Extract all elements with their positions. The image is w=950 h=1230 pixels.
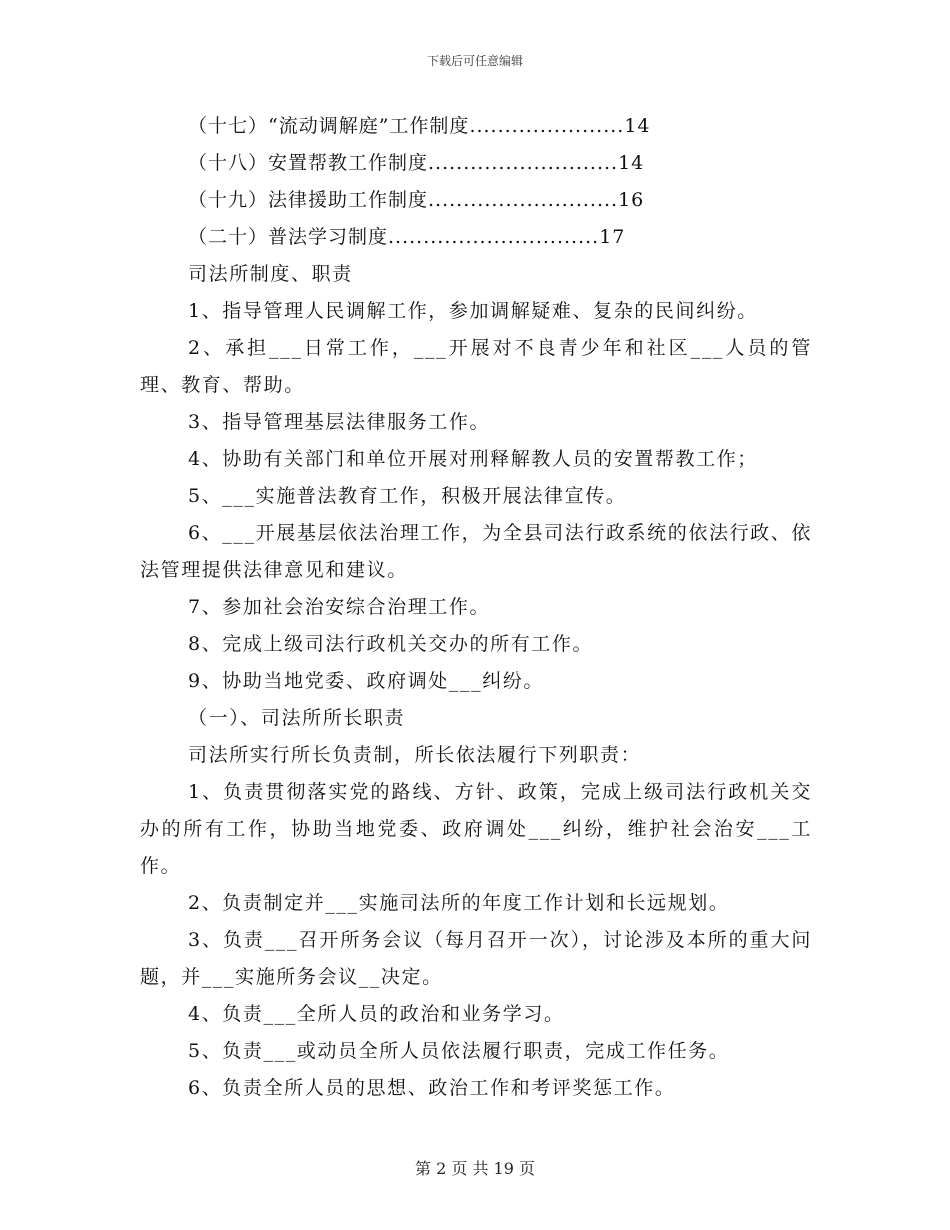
body-paragraph: 4、负责___全所人员的政治和业务学习。: [188, 1003, 565, 1025]
toc-dots: ......................: [469, 115, 625, 137]
toc-page-number: 17: [599, 226, 626, 248]
toc-label: （十七）“流动调解庭”工作制度: [188, 115, 470, 137]
body-paragraph: 1、负责贯彻落实党的路线、方针、政策，完成上级司法行政机关交办的所有工作，协助当地党委、政府调处___纠纷，维护社会治安___工作。: [140, 781, 812, 877]
section-heading: （一）、司法所所长职责: [188, 707, 406, 729]
body-paragraph: 7、参加社会治安综合治理工作。: [188, 596, 491, 618]
body-paragraph: 4、协助有关部门和单位开展对刑释解教人员的安置帮教工作；: [188, 448, 758, 470]
toc-entry: [140, 108, 812, 145]
body-paragraph: 司法所实行所长负责制，所长依法履行下列职责：: [188, 744, 642, 766]
document-body: [140, 108, 812, 1107]
body-paragraph: 5、___实施普法教育工作，积极开展法律宣传。: [188, 485, 627, 507]
body-paragraph: 2、承担___日常工作，___开展对不良青少年和社区___人员的管理、教育、帮助。: [140, 337, 812, 396]
section-heading: 司法所制度、职责: [188, 263, 353, 285]
body-paragraph: 3、指导管理基层法律服务工作。: [188, 411, 491, 433]
toc-label: （二十）普法学习制度: [188, 226, 389, 248]
toc-label: （十九）法律援助工作制度: [188, 189, 429, 211]
body-paragraph: 6、负责全所人员的思想、政治工作和考评奖惩工作。: [188, 1077, 676, 1099]
body-paragraph: 5、负责___或动员全所人员依法履行职责，完成工作任务。: [188, 1040, 730, 1062]
toc-dots: ...........................: [428, 189, 619, 211]
body-paragraph: 6、___开展基层依法治理工作，为全县司法行政系统的依法行政、依法管理提供法律意见和建议。: [140, 522, 812, 581]
toc-entry: [140, 182, 812, 219]
toc-dots: ..............................: [388, 226, 600, 248]
body-paragraph: 1、指导管理人民调解工作，参加调解疑难、复杂的民间纠纷。: [188, 300, 758, 322]
toc-entry: [140, 219, 812, 256]
body-paragraph: 2、负责制定并___实施司法所的年度工作计划和长远规划。: [188, 892, 730, 914]
toc-dots: ...........................: [428, 152, 619, 174]
toc-page-number: 16: [618, 189, 645, 211]
toc-label: （十八）安置帮教工作制度: [188, 152, 429, 174]
toc-page-number: 14: [624, 115, 651, 137]
page-footer: 第 2 页 共 19 页: [415, 1159, 535, 1178]
toc-entry: [140, 145, 812, 182]
body-paragraph: 8、完成上级司法行政机关交办的所有工作。: [188, 633, 594, 655]
page-header: 下载后可任意编辑: [426, 54, 523, 68]
body-paragraph: 9、协助当地党委、政府调处___纠纷。: [188, 670, 544, 692]
body-paragraph: 3、负责___召开所务会议（每月召开一次），讨论涉及本所的重大问题，并___实施所务会议__决定。: [140, 929, 812, 988]
toc-page-number: 14: [618, 152, 645, 174]
table-of-contents: [140, 108, 812, 256]
